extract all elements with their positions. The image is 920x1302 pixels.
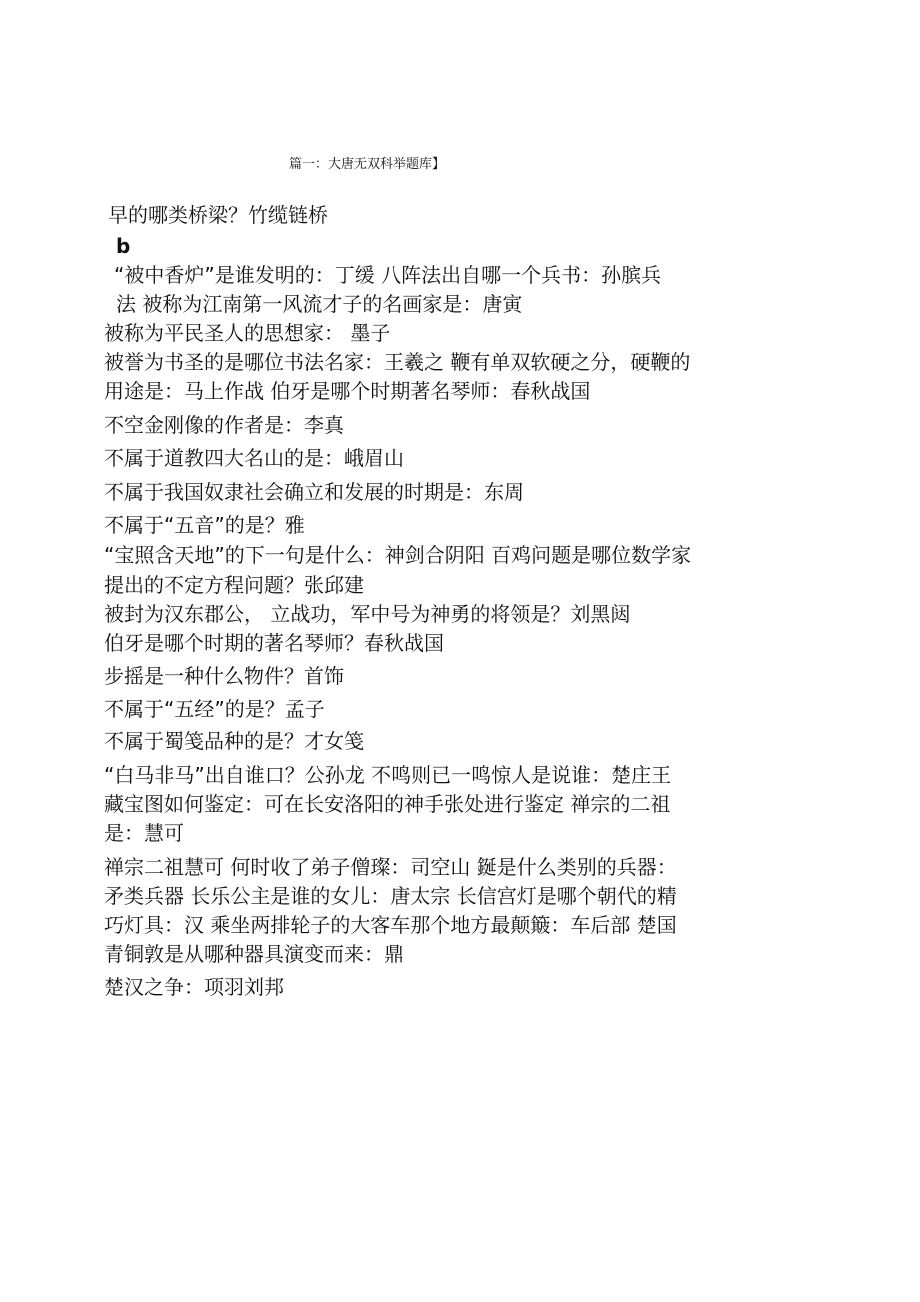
text-line: 禅宗二祖慧可 何时收了弟子僧璨：司空山 鋋是什么类别的兵器：: [104, 855, 677, 879]
text-line: 被称为平民圣人的思想家： 墨子: [104, 321, 391, 345]
document-header: 篇一：大唐无双科举题库】: [289, 157, 446, 172]
text-line: 不属于道教四大名山的是：峨眉山: [104, 446, 404, 470]
text-line: b: [116, 234, 131, 258]
text-line: 藏宝图如何鉴定：可在长安洛阳的神手张处进行鉴定 禅宗的二祖: [104, 792, 671, 816]
text-line: 是：慧可: [104, 821, 184, 845]
text-line: 巧灯具：汉 乘坐两排轮子的大客车那个地方最颠簸：车后部 楚国: [104, 913, 677, 937]
text-line: 步摇是一种什么物件？首饰: [104, 664, 344, 688]
text-line: 提出的不定方程问题？张邱建: [104, 573, 364, 597]
text-line: 矛类兵器 长乐公主是谁的女儿：唐太宗 长信宫灯是哪个朝代的精: [104, 884, 677, 908]
text-line: 被封为汉东郡公， 立战功，军中号为神勇的将领是？刘黑闼: [104, 602, 631, 626]
text-line: 楚汉之争：项羽刘邦: [104, 975, 284, 999]
text-line: 被誉为书圣的是哪位书法名家：王羲之 鞭有单双软硬之分，硬鞭的: [104, 350, 691, 374]
text-line: 不属于我国奴隶社会确立和发展的时期是：东周: [104, 480, 524, 504]
text-line: “白马非马”出自谁口？公孙龙 不鸣则已一鸣惊人是说谁：楚庄王: [104, 763, 672, 787]
text-line: “宝照含天地”的下一句是什么：神剑合阴阳 百鸡问题是哪位数学家: [104, 543, 692, 567]
text-line: 法 被称为江南第一风流才子的名画家是：唐寅: [116, 292, 523, 316]
text-line: 早的哪类桥梁？竹缆链桥: [108, 203, 328, 227]
text-line: 伯牙是哪个时期的著名琴师？春秋战国: [104, 631, 444, 655]
text-line: 不空金刚像的作者是：李真: [104, 413, 344, 437]
text-line: 不属于“五经”的是？孟子: [104, 697, 325, 721]
text-line: 不属于“五音”的是？雅: [104, 513, 305, 537]
text-line: “被中香炉”是谁发明的：丁缓 八阵法出自哪一个兵书：孙膑兵: [114, 263, 662, 287]
text-line: 青铜敦是从哪种器具演变而来：鼎: [104, 942, 404, 966]
text-line: 用途是：马上作战 伯牙是哪个时期著名琴师：春秋战国: [104, 379, 591, 403]
text-line: 不属于蜀笺品种的是？才女笺: [104, 729, 364, 753]
